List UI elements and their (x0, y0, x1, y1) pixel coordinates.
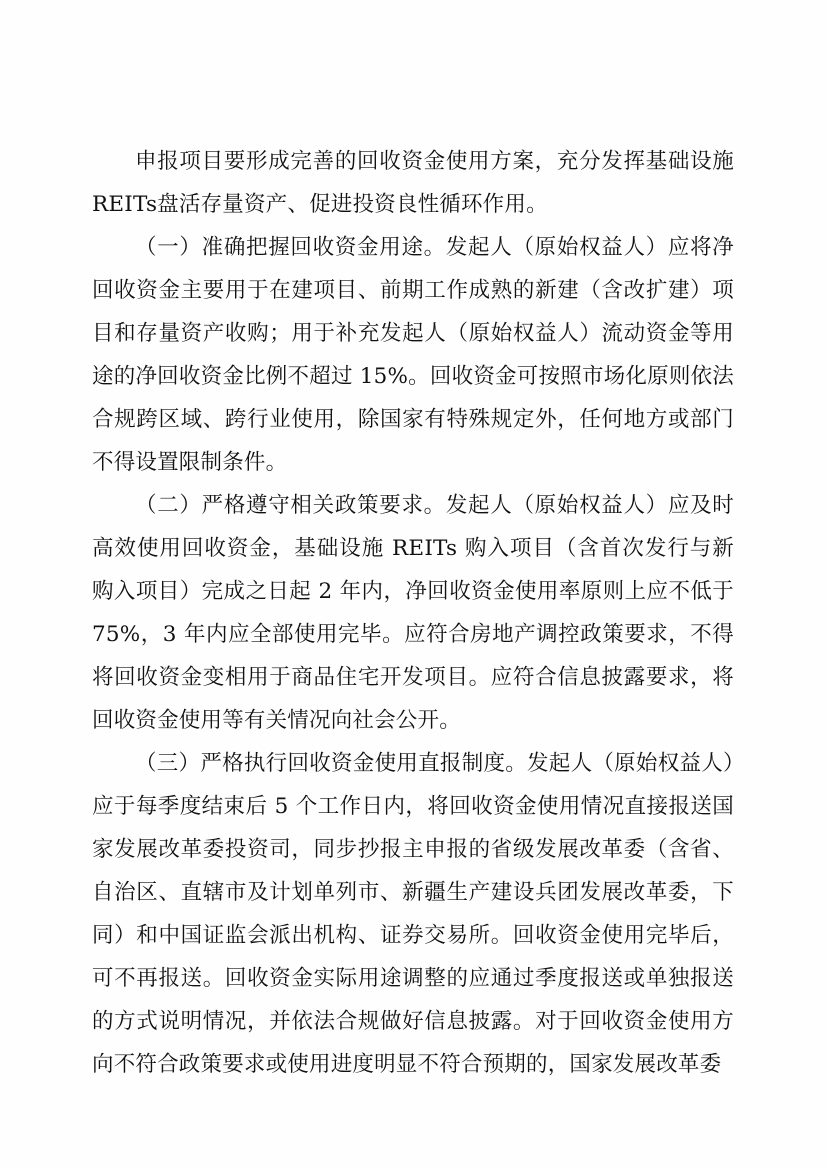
paragraph: （一）准确把握回收资金用途。发起人（原始权益人）应将净回收资金主要用于在建项目、前期工作成熟的新建（含改扩建）项目和存量资产收购；用于补充发起人（原始权益人）流动资金等用途的净回收资金比例不超过 15%。回收资金可按照市场化原则依法合规跨区域、跨行业使用，除国家有特殊规定外，任何地方或部门不得设置限制条件。 (92, 235, 734, 475)
document-body (92, 140, 734, 1086)
paragraph: 申报项目要形成完善的回收资金使用方案，充分发挥基础设施REITs盘活存量资产、促进投资良性循环作用。 (92, 149, 734, 217)
paragraph: （二）严格遵守相关政策要求。发起人（原始权益人）应及时高效使用回收资金，基础设施 REITs 购入项目（含首次发行与新购入项目）完成之日起 2 年内，净回收资金使用率原则上应不低于 75%，3 年内应全部使用完毕。应符合房地产调控政策要求，不得将回收资金变相用于商品住宅开发项目。应符合信息披露要求，将回收资金使用等有关情况向社会公开。 (92, 493, 734, 733)
paragraph: （三）严格执行回收资金使用直报制度。发起人（原始权益人）应于每季度结束后 5 个工作日内，将回收资金使用情况直接报送国家发展改革委投资司，同步抄报主申报的省级发展改革委（含省、自治区、直辖市及计划单列市、新疆生产建设兵团发展改革委，下同）和中国证监会派出机构、证券交易所。回收资金使用完毕后，可不再报送。回收资金实际用途调整的应通过季度报送或单独报送的方式说明情况，并依法合规做好信息披露。对于回收资金使用方向不符合政策要求或使用进度明显不符合预期的，国家发展改革委 (92, 751, 734, 1077)
